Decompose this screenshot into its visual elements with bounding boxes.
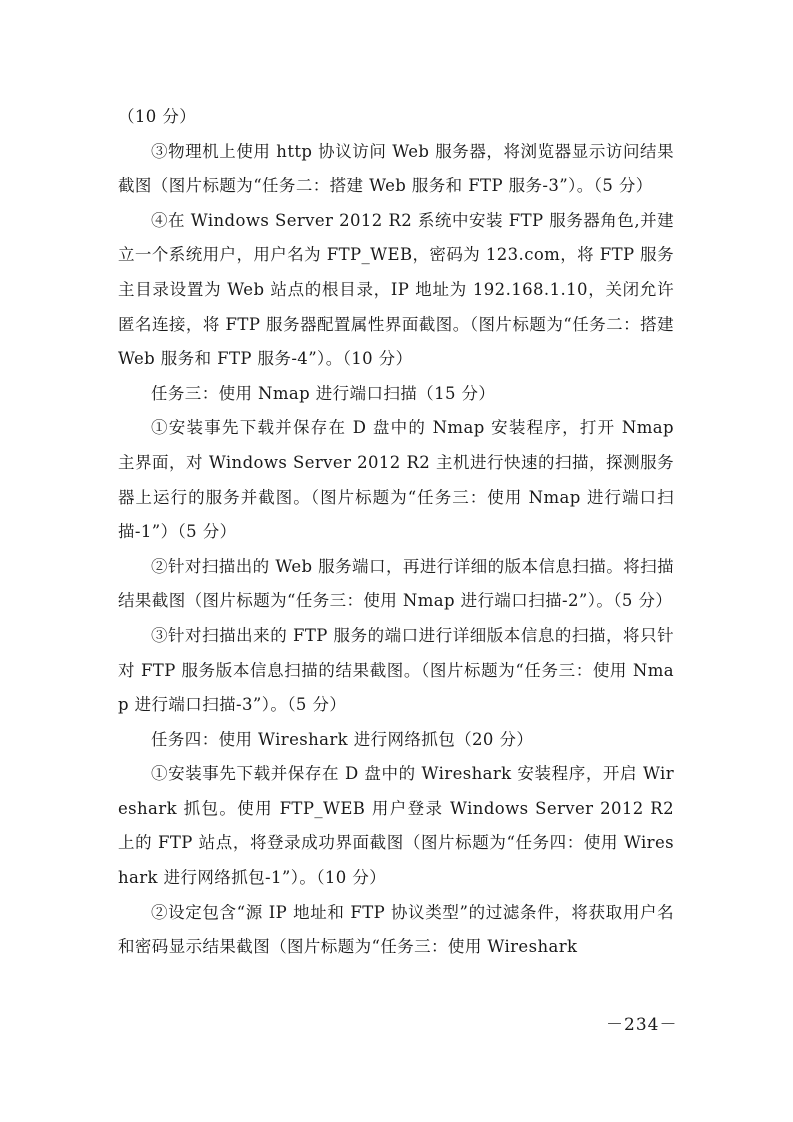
step-3-http-access: ③物理机上使用 http 协议访问 Web 服务器，将浏览器显示访问结果截图（图片标题为“任务二：搭建 Web 服务和 FTP 服务-3”）。（5 分）: [118, 141, 674, 196]
task-4-heading: 任务四：使用 Wireshark 进行网络抓包（20 分）: [151, 729, 534, 749]
step-4-ftp-install: ④在 Windows Server 2012 R2 系统中安装 FTP 服务器角色,并建立一个系统用户，用户名为 FTP_WEB，密码为 123.com，将 FTP 服务主目录设置为 Web 站点的根目录，IP 地址为 192.168.1.10，关闭允许匿名连接，将 FTP 服务器配置属性界面截图。（图片标题为“任务二：搭建 Web 服务和 FTP 服务-4”）。（10 分）: [118, 210, 674, 369]
task-3-step-2: ②针对扫描出的 Web 服务端口，再进行详细的版本信息扫描。将扫描结果截图（图片标题为“任务三：使用 Nmap 进行端口扫描-2”）。（5 分）: [118, 556, 674, 611]
page-number: －234－: [606, 1015, 678, 1035]
task-3-heading: 任务三：使用 Nmap 进行端口扫描（15 分）: [151, 383, 496, 403]
task-4-step-1: ①安装事先下载并保存在 D 盘中的 Wireshark 安装程序，开启 Wireshark 抓包。使用 FTP_WEB 用户登录 Windows Server 2012 R2 上的 FTP 站点，将登录成功界面截图（图片标题为“任务四：使用 Wireshark 进行网络抓包-1”）。（10 分）: [118, 764, 674, 888]
task-4-step-2: ②设定包含“源 IP 地址和 FTP 协议类型”的过滤条件，将获取用户名和密码显示结果截图（图片标题为“任务三：使用 Wireshark: [118, 902, 674, 957]
task-3-step-1: ①安装事先下载并保存在 D 盘中的 Nmap 安装程序，打开 Nmap 主界面，对 Windows Server 2012 R2 主机进行快速的扫描，探测服务器上运行的服务并截图。（图片标题为“任务三：使用 Nmap 进行端口扫描-1”）（5 分）: [118, 418, 674, 542]
score-continuation: （10 分）: [118, 107, 197, 126]
document-body: [118, 100, 674, 965]
task-3-step-3: ③针对扫描出来的 FTP 服务的端口进行详细版本信息的扫描，将只针对 FTP 服务版本信息扫描的结果截图。（图片标题为“任务三：使用 Nmap 进行端口扫描-3”）。（5 分）: [118, 625, 674, 715]
